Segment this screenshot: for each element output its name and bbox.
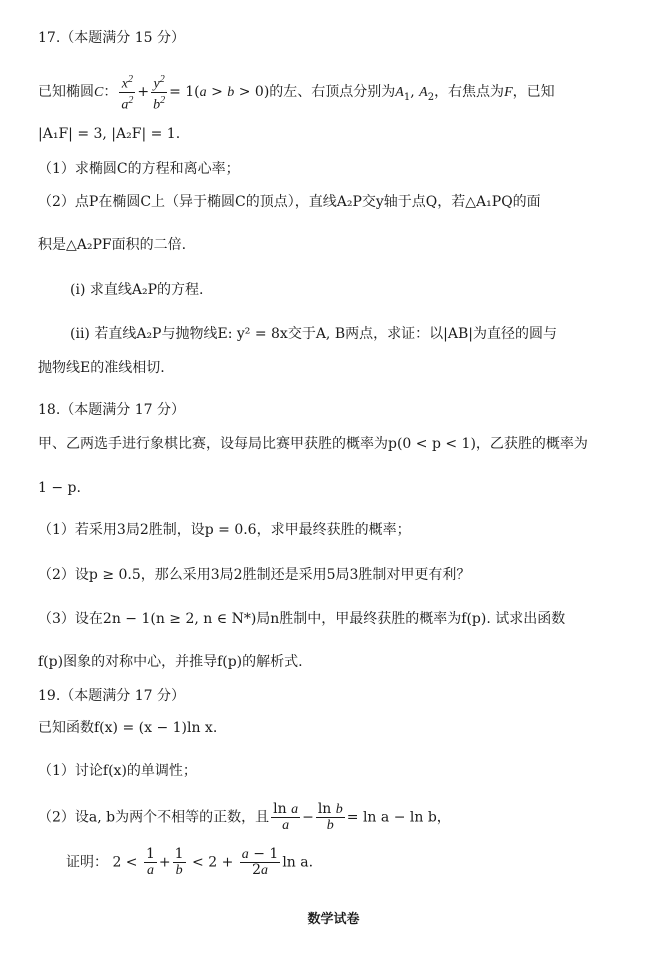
q17-intro-text: 已知椭圆 [38,84,94,101]
q17-intro-text3: ，右焦点为 [434,84,505,101]
q18-part3a: （3）设在2n − 1(n ≥ 2, n ∈ N*)局n胜制中，甲最终获胜的概率为f(p). 试求出函数 [38,611,566,627]
q17-part-ii: (ii) 若直线A₂P与抛物线E: y² = 8x交于A, B两点，求证：以|AB|为直径的圆与 [70,326,557,342]
q18-header: 18.（本题满分 17 分） [38,402,185,418]
q19-part2: （2）设a, b为两个不相等的正数，且 $\frac{\text{ln a}}{a}$ − $\frac{\text{ln b}}{b}$ = ln a − ln b， [38,801,451,833]
q19-part2-text: （2）设a, b为两个不相等的正数，且 [38,809,270,826]
frac-1-b: $\frac{1}{b}$ [174,846,184,878]
q17-part2a: （2）点P在椭圆C上（异于椭圆C的顶点），直线A₂P交y轴于点Q，若△A₁PQ的面 [38,194,541,210]
proof-part-a: 2 < [112,854,138,871]
frac-a-1-2a: $\frac{a - 1}{2a}$ [241,846,279,878]
q18-part3b: f(p)图象的对称中心，并推导f(p)的解析式. [38,654,303,670]
page-footer: 数学试卷 [307,912,360,927]
q17-header: 17.（本题满分 15 分） [38,30,185,46]
q19-intro: 已知函数f(x) = (x − 1)ln x. [38,720,218,736]
frac-lna-a: $\frac{\text{ln a}}{a}$ [273,801,299,833]
proof-part-d: ln a. [282,854,314,871]
q17-intro-text2: 的左、右顶点分别为 [269,84,396,101]
q17-part-i: (i) 求直线A₂P的方程. [70,282,204,298]
proof-part-b: + [158,854,171,871]
ellipse-c: C [94,85,104,101]
q18-part2: （2）设p ≥ 0.5，那么采用3局2胜制还是采用5局3胜制对甲更有利？ [38,567,471,583]
q17-part-ii-b: 抛物线E的准线相切. [38,360,165,376]
q18-intro: 甲、乙两选手进行象棋比赛，设每局比赛甲获胜的概率为p(0 < p < 1)，乙获胜的概率为 [38,436,588,452]
frac-1-a: $\frac{1}{a}$ [146,846,155,878]
q18-intro2: 1 − p. [38,480,81,496]
q17-condition: |A₁F| = 3, |A₂F| = 1. [38,126,181,142]
frac-lnb-b: $\frac{\text{ln b}}{b}$ [317,801,343,833]
q17-intro: 已知椭圆C： $\frac{x^2}{a^2}$ + $\frac{y^2}{b^2}$ = 1(a > b > 0)的左、右顶点分别为$A_1$, $A_2$，右焦点为F，已知 [38,74,555,113]
q19-part1: （1）讨论f(x)的单调性； [38,763,197,779]
frac-y2-b2: $\frac{y^2}{b^2}$ [153,74,166,113]
q19-proof [66,847,313,878]
proof-label: 证明： [66,854,108,871]
q17-intro-text4: ，已知 [512,84,555,101]
q17-part1: （1）求椭圆C的方程和离心率； [38,161,240,177]
q19-part2-text2: = ln a − ln b， [346,809,451,826]
frac-x2-a2: $\frac{x^2}{a^2}$ [121,74,134,113]
proof-part-c: < 2 + [192,854,234,871]
q17-part2b: 积是△A₂PF面积的二倍. [38,237,187,253]
q18-part1: （1）若采用3局2胜制，设p = 0.6，求甲最终获胜的概率； [38,522,411,538]
q19-header: 19.（本题满分 17 分） [38,688,185,704]
